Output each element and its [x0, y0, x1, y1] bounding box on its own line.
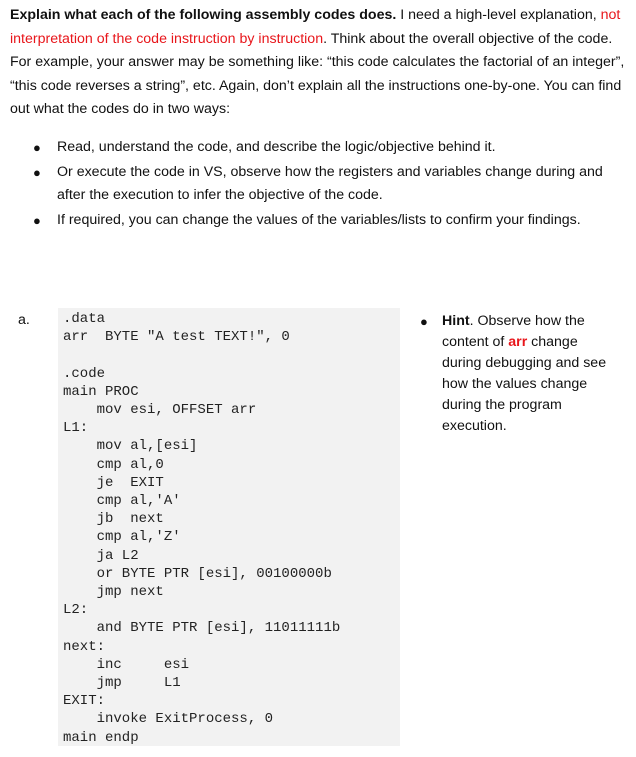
code-line: jb next — [63, 511, 164, 528]
code-line: cmp al,'A' — [63, 493, 181, 510]
list-item: ● If required, you can change the values of the variables/lists to confirm your findings. — [33, 209, 629, 233]
code-line: EXIT: — [63, 693, 106, 710]
code-line: mov esi, OFFSET arr — [63, 402, 257, 419]
code-line: main PROC — [63, 383, 139, 400]
code-line: cmp al,0 — [63, 456, 164, 473]
instructions-text-1: I need a high-level explanation, — [400, 7, 597, 23]
instructions-paragraph — [10, 4, 630, 122]
bullet-icon: ● — [33, 164, 41, 180]
assembly-code-block — [63, 310, 340, 747]
code-line: and BYTE PTR [esi], 11011111b — [63, 620, 341, 637]
code-line: .data — [63, 311, 106, 327]
code-line: L1: — [63, 420, 89, 437]
hint-text-2: change during debugging and see how the values change during the program execution. — [442, 334, 607, 434]
code-line: cmp al,'Z' — [63, 529, 181, 546]
list-item: ● Or execute the code in VS, observe how the registers and variables change during and after the execution to infer the objective of the code. — [33, 161, 629, 208]
bullet-icon: ● — [33, 140, 41, 155]
code-line: jmp L1 — [63, 675, 181, 692]
instructions-heading: Explain what each of the following assembly codes does. — [10, 7, 397, 23]
code-line: inc esi — [63, 656, 190, 673]
code-line: jmp next — [63, 584, 164, 601]
code-line: or BYTE PTR [esi], 00100000b — [63, 565, 332, 582]
code-line: next: — [63, 638, 106, 655]
code-line — [63, 346, 340, 364]
hint-label: Hint — [442, 313, 470, 329]
code-line: mov al,[esi] — [63, 438, 198, 455]
instructions-text-2: . Think about the overall objective of the code. For example, your answer may be something like: “this code calculates the factorial of an integer”, “this code reverses a string”, etc. Again, don’t explain all the instructions one-by-one. You can find out what the codes do in two ways: — [10, 30, 625, 118]
code-line: arr BYTE "A test TEXT!", 0 — [63, 329, 290, 346]
code-line: ja L2 — [63, 547, 139, 564]
code-line: L2: — [63, 602, 89, 619]
hint-highlight: arr — [508, 334, 528, 350]
code-line: .code — [63, 365, 106, 382]
instructions-red-text: not interpretation of the code instruction by instruction — [10, 7, 621, 47]
question-label: a. — [18, 312, 30, 328]
list-item: ● Read, understand the code, and describe the logic/objective behind it. — [33, 136, 629, 160]
bullet-icon: ● — [420, 314, 428, 329]
code-line: je EXIT — [63, 474, 164, 491]
code-line: main endp — [63, 729, 139, 746]
hint-text-1: . Observe how the content of — [442, 313, 585, 350]
hint-box — [420, 311, 620, 437]
bullet-icon: ● — [33, 212, 41, 228]
code-line: invoke ExitProcess, 0 — [63, 711, 274, 728]
methods-list — [33, 136, 629, 233]
